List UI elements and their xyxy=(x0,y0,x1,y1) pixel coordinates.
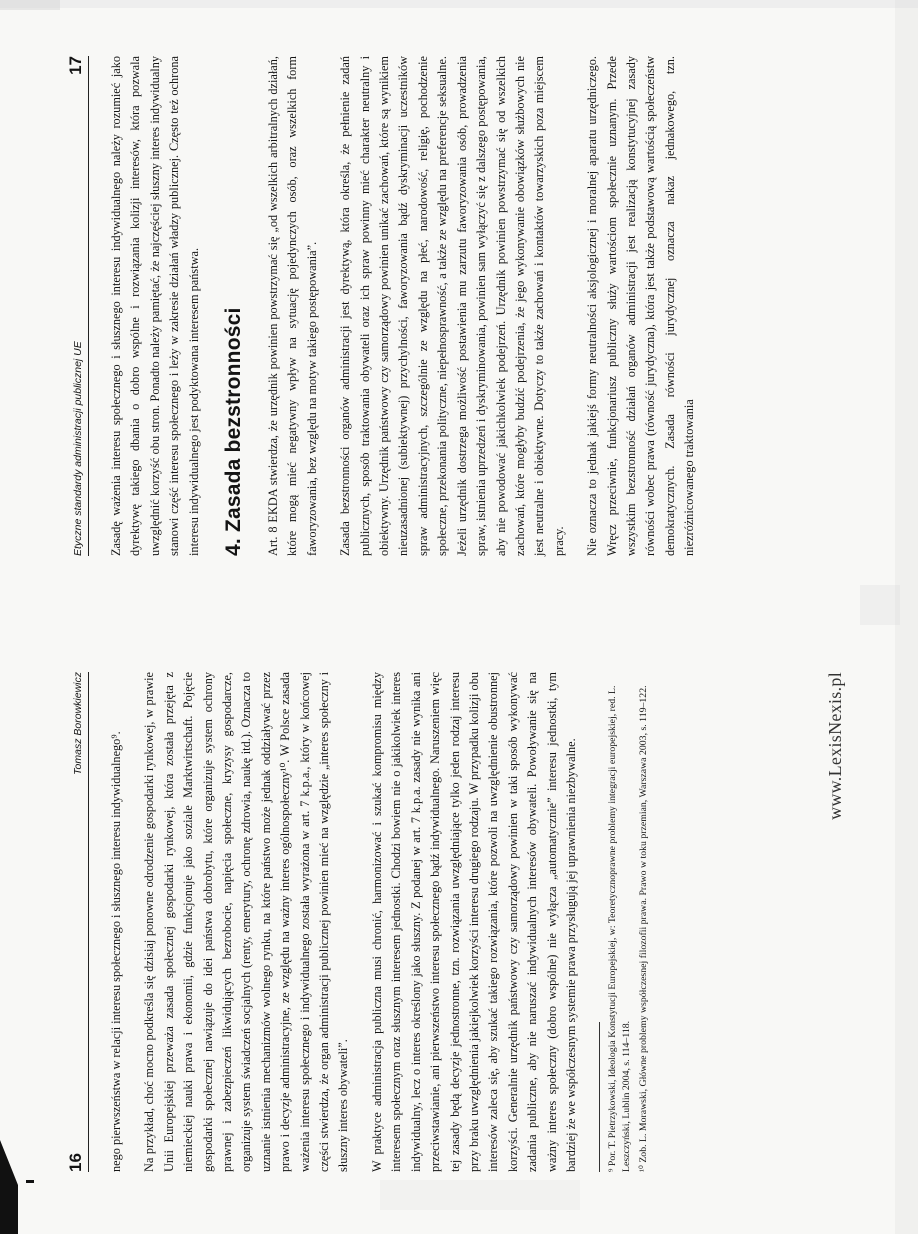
left-page-number: 16 xyxy=(66,1153,85,1172)
footnote: ⁹ Por. T. Pietrzykowski, Ideologia Konstytucji Europejskiej, w: Teoretycznoprawne problemy integracji europejskiej, red. L. Leszczyński, Lublin 2004, s. 114–118. xyxy=(607,685,633,1172)
publisher-url: www.LexisNexis.pl xyxy=(825,672,845,820)
paragraph: Art. 8 EKDA stwierdza, że urzędnik powinien powstrzymać się „od wszelkich arbitralnych działań, które mogą mieć negatywny wpływ na sytuację pojedynczych osób, oraz wszelkich form faworyzowania, bez względu na motyw takiego postępowania”. xyxy=(266,56,319,556)
section-heading: 4. Zasada bezstronności xyxy=(222,307,246,556)
right-running-header: Etyczne standardy administracji publicznej UE xyxy=(72,341,84,556)
right-page xyxy=(66,56,846,556)
paragraph: Zasadę ważenia interesu społecznego i słusznego interesu indywidualnego należy rozumieć jako dyrektywę takiego dbania o dobro wspólne i rozwiązania kolizji interesów, która pozwala uwzględnić korzyść obu stron. Ponadto należy pamiętać, że najczęściej słuszny interes indywidualny stanowi część interesu społecznego i leży w zakresie działań władzy publicznej. Często też ochrona interesu indywidualnego jest podyktowana interesem państwa. xyxy=(109,56,201,556)
left-page-header xyxy=(66,672,89,1172)
footnote-rule xyxy=(599,1022,600,1172)
footnote: ¹⁰ Zob. L. Morawski, Główne problemy współczesnej filozofii prawa. Prawo w toku przemian, Warszawa 2003, s. 119–122. xyxy=(638,685,650,1172)
paragraph: Zasada bezstronności organów administracji jest dyrektywą, która określa, że pełnienie zadań publicznych, sposób traktowania obywateli oraz ich spraw powinny mieć charakter neutralny i obiektywny. Urzędnik państwowy czy samorządowy powinien unikać zachowań, które są wynikiem nieuzasadnionej (subiektywnej) przychylności, faworyzowania bądź dyskryminacji uczestników spraw administracyjnych, szczególnie ze względu na płeć, narodowość, religię, pochodzenie społeczne, przekonania polityczne, niepełnosprawność, a także ze względu na preferencje seksualne. Jeżeli urzędnik dostrzega możliwość postawienia mu zarzutu faworyzowania osób, prowadzenia spraw, istnienia uprzedzeń i dyskryminowania, powinien sam wyłączyć się z dalszego postępowania, aby nie powodować jakichkolwiek podejrzeń. Urzędnik powinien powstrzymać się od wszelkich zachowań, które mogłyby budzić podejrzenia, że jego wykonywanie obowiązków służbowych nie jest neutralne i obiektywne. Dotyczy to także zachowań i kontaktów towarzyskich poza miejscem pracy. xyxy=(338,56,566,556)
paragraph: Nie oznacza to jednak jakiejś formy neutralności aksjologicznej i moralnej aparatu urzędniczego. Wręcz przeciwnie, funkcjonariusz publiczny służy wartościom społecznie uznanym. Przede wszystkim bezstronność działań organów administracji jest realizacją konstytucyjnej zasady równości wobec prawa (równość jurydyczna), która jest także podstawową wartością społeczeństw demokratycznych. Zasada równości jurydycznej oznacza nakaz jednakowego, tzn. niezróżnicowanego traktowania xyxy=(585,56,697,556)
left-page-body xyxy=(89,672,651,1172)
paragraph: Na przykład, choć mocno podkreśla się dzisiaj ponowne odrodzenie gospodarki rynkowej, w prawie Unii Europejskiej przeważa zasada społecznej gospodarki rynkowej, która została przejęta z niemieckiej nauki prawa i ekonomii, gdzie funkcjonuje jako soziale Marktwirtschaft. Pojęcie gospodarki społecznej nawiązuje do idei państwa dobrobytu, które organizuje system ochrony prawnej i zabezpieczeń likwidujących bezrobocie, napięcia społeczne, kryzysy gospodarcze, organizuje system świadczeń socjalnych (renty, emerytury, ochronę zdrowia, naukę itd.). Oznacza to uznanie istnienia mechanizmów wolnego rynku, na które państwo może jednak oddziaływać przez prawo i decyzje administracyjne, ze względu na ważny interes ogólnospołeczny¹⁰. W Polsce zasada ważenia interesu społecznego i indywidualnego została wyrażona w art. 7 k.p.a., który w końcowej części stwierdza, że organ administracji publicznej powinien mieć na względzie „interes społeczny i słuszny interes obywateli”. xyxy=(142,672,351,1172)
right-page-number: 17 xyxy=(66,56,85,75)
left-page xyxy=(66,672,846,1172)
right-page-header xyxy=(66,56,89,556)
left-running-header: Tomasz Borowkiewicz xyxy=(72,672,84,775)
paragraph: nego pierwszeństwa w relacji interesu społecznego i słusznego interesu indywidualnego⁹. xyxy=(109,731,123,1172)
paragraph: W praktyce administracja publiczna musi chronić, harmonizować i szukać kompromisu między interesem społecznym oraz słusznym interesem jednostki. Chodzi bowiem nie o jakikolwiek interes indywidualny, lecz o interes określony jako słuszny. Z podanej w art. 7 k.p.a. zasady nie wynika ani przeciwstawianie, ani pierwszeństwo interesu społecznego bądź indywidualnego. Naruszeniem więc tej zasady będą decyzje jednostronne, tzn. rozwiązania uwzględniające tylko jeden rodzaj interesu przy braku uwzględnienia jakiejkolwiek korzyści interesu drugiego rodzaju. W przypadku kolizji obu interesów zaleca się, aby szukać takiego rozwiązania, które pozwoli na uwzględnienie obustronnej korzyści. Generalnie urzędnik państwowy czy samorządowy powinien w taki sposób wykonywać zadania publiczne, aby nie naruszać indywidualnych interesów obywateli. Powoływanie się na ważny interes społeczny (dobro wspólne) nie wyłącza „automatycznie” interesu jednostki, tym bardziej że we współczesnym systemie prawa przysługują jej uprawnienia niezbywalne. xyxy=(369,672,578,1172)
right-page-body xyxy=(89,56,700,556)
